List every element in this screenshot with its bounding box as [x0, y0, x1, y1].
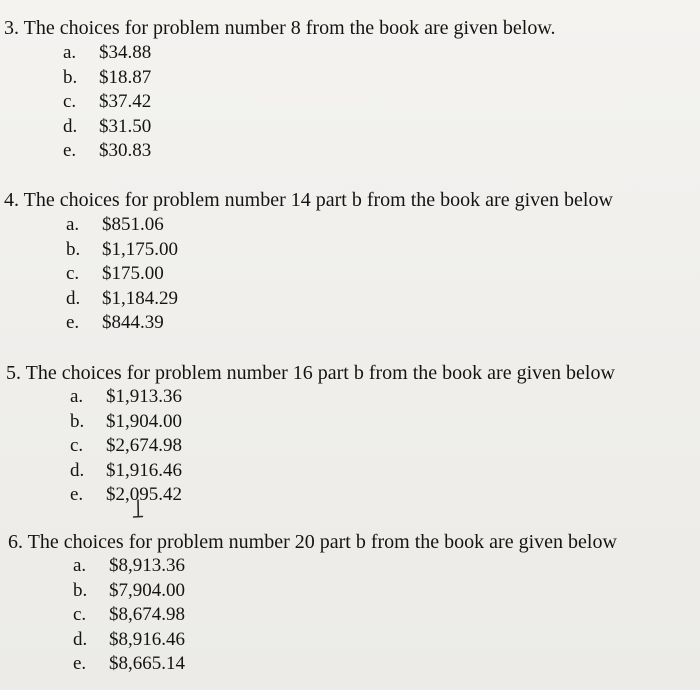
question-5-choice-e: [70, 483, 700, 508]
question-4-choice-a: [66, 213, 700, 238]
question-5-choices: [0, 385, 700, 508]
choice-value: $31.50: [99, 115, 152, 137]
question-4-choice-c: [66, 262, 700, 287]
choice-value: $8,665.14: [109, 653, 185, 674]
choice-letter: a.: [70, 386, 84, 407]
choice-letter: e.: [63, 140, 77, 161]
question-5-choice-b: [70, 410, 700, 435]
choice-letter: c.: [70, 435, 84, 456]
choice-value: $8,916.46: [109, 628, 185, 650]
question-4-choice-e: [66, 311, 700, 336]
choice-value: $34.88: [99, 42, 152, 63]
question-3-choice-e: [63, 139, 700, 164]
choice-value: $844.39: [102, 312, 164, 333]
choice-letter: b.: [70, 410, 85, 432]
choice-value: $1,184.29: [102, 287, 178, 309]
question-6-choice-e: [73, 652, 700, 677]
choice-letter: a.: [63, 42, 77, 63]
question-4-text: 4. The choices for problem number 14 part b from the book are given below: [4, 189, 613, 211]
choice-value: $1,913.36: [106, 386, 182, 407]
question-6-text: 6. The choices for problem number 20 part b from the book are given below: [8, 531, 617, 553]
choice-letter: b.: [63, 66, 78, 88]
question-3-choice-b: [63, 66, 700, 91]
question-3-choices: [0, 41, 700, 164]
question-3-choice-c: [63, 90, 700, 115]
question-6-choice-a: [73, 554, 700, 579]
question-4: [0, 188, 700, 336]
question-4-choices: [0, 213, 700, 336]
choice-value: $30.83: [99, 140, 152, 161]
question-5-choice-a: [70, 385, 700, 410]
question-5: [0, 361, 700, 508]
question-3-text: 3. The choices for problem number 8 from the book are given below.: [4, 17, 556, 39]
question-5-text: 5. The choices for problem number 16 part b from the book are given below: [6, 362, 615, 384]
question-6-choice-b: [73, 579, 700, 604]
choice-letter: d.: [66, 287, 81, 309]
question-5-choice-d: [70, 459, 700, 484]
question-4-choice-d: [66, 287, 700, 312]
question-3-choice-d: [63, 115, 700, 140]
choice-letter: d.: [73, 628, 88, 650]
choice-letter: e.: [66, 312, 80, 333]
question-3: [0, 16, 700, 164]
choice-letter: a.: [73, 555, 87, 576]
choice-letter: b.: [73, 579, 88, 601]
choice-letter: c.: [63, 91, 77, 112]
question-6: [0, 530, 700, 677]
choice-value: $8,913.36: [109, 555, 185, 576]
choice-letter: c.: [73, 604, 87, 625]
choice-letter: a.: [66, 214, 80, 235]
choice-value: $8,674.98: [109, 604, 185, 625]
choice-value: $2,674.98: [106, 435, 182, 456]
choice-value: $175.00: [102, 263, 164, 284]
question-6-choice-c: [73, 603, 700, 628]
choice-letter: d.: [70, 459, 85, 481]
choice-letter: c.: [66, 263, 80, 284]
question-6-choices: [0, 554, 700, 677]
pen-mark-icon: [132, 498, 144, 522]
question-3-choice-a: [63, 41, 700, 66]
choice-value: $18.87: [99, 66, 152, 88]
question-4-choice-b: [66, 238, 700, 263]
choice-value: $7,904.00: [109, 579, 185, 601]
question-6-choice-d: [73, 628, 700, 653]
choice-letter: b.: [66, 238, 81, 260]
choice-value: $851.06: [102, 214, 164, 235]
question-5-choice-c: [70, 434, 700, 459]
choice-value: $2,095.42: [106, 484, 182, 505]
choice-value: $1,904.00: [106, 410, 182, 432]
choice-value: $37.42: [99, 91, 152, 112]
choice-letter: d.: [63, 115, 78, 137]
choice-value: $1,175.00: [102, 238, 178, 260]
choice-letter: e.: [70, 484, 84, 505]
choice-value: $1,916.46: [106, 459, 182, 481]
choice-letter: e.: [73, 653, 87, 674]
